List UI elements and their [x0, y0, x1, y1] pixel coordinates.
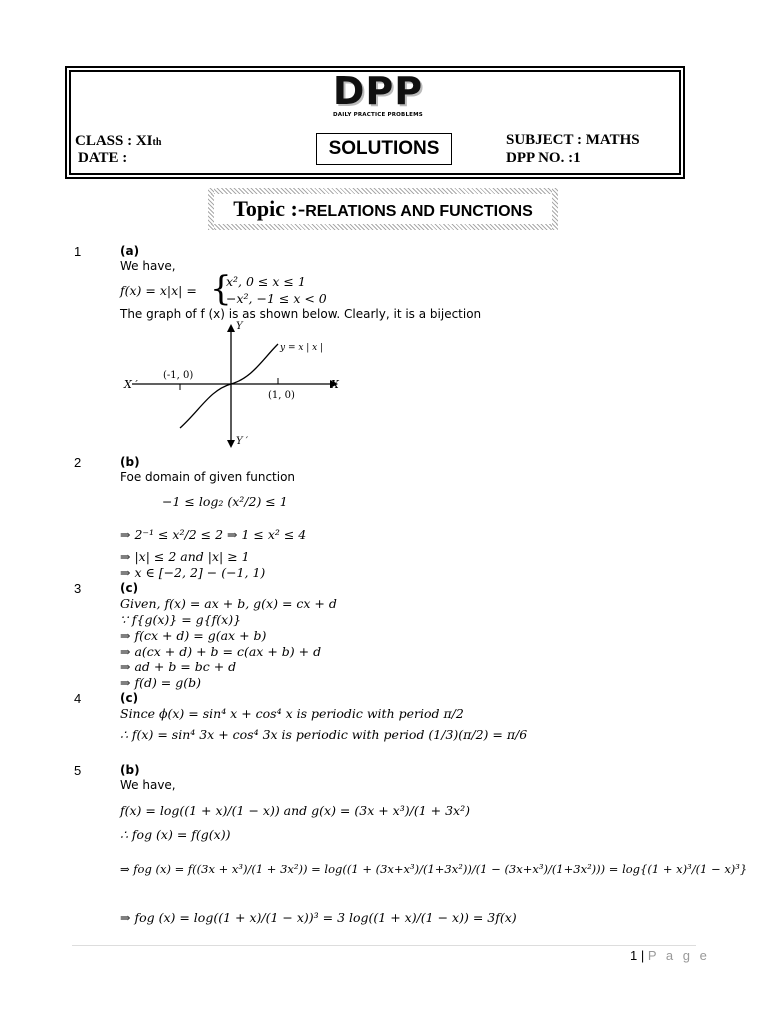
q1-case1: x², 0 ≤ x ≤ 1 [226, 274, 306, 289]
page-footer: 1 | P a g e [630, 948, 710, 963]
q5-line1: We have, [120, 778, 176, 792]
question-number-4: 4 [74, 691, 82, 706]
class-label: CLASS : XIth [75, 133, 162, 149]
q5-line4: ⇒ fog (x) = f((3x + x³)/(1 + 3x²)) = log((1 + (3x+x³)/(1+3x²))/(1 − (3x+x³)/(1+3x²))) = log{(1 + x)³/(1 − x)³} [120, 862, 748, 876]
dpp-logo [326, 69, 430, 118]
q2-line2: −1 ≤ log₂ (x²/2) ≤ 1 [162, 494, 288, 509]
q3-line1: Given, f(x) = ax + b, g(x) = cx + d [120, 596, 337, 611]
q5-line2: f(x) = log((1 + x)/(1 − x)) and g(x) = (3x + x³)/(1 + 3x²) [120, 803, 470, 818]
q1-answer: (a) [120, 244, 140, 258]
q1-graph [120, 320, 350, 450]
q3-line6: ⇒ f(d) = g(b) [120, 675, 202, 690]
date-label: DATE : [78, 150, 128, 166]
logo-text: DPP [332, 69, 424, 113]
q1-line1: We have, [120, 259, 176, 273]
logo-subtitle: DAILY PRACTICE PROBLEMS [333, 112, 423, 118]
q3-line4: ⇒ a(cx + d) + b = c(ax + b) + d [120, 644, 322, 659]
q1-graph-yprime-label: Y ′ [236, 436, 249, 447]
q1-lhs: f(x) = x|x| = [120, 283, 197, 298]
q3-answer: (c) [120, 581, 139, 595]
q1-graph-point-neg1: (-1, 0) [163, 370, 194, 381]
q5-answer: (b) [120, 763, 140, 777]
subject-label: SUBJECT : MATHS [506, 132, 640, 148]
q1-brace: { [210, 269, 232, 309]
question-number-1: 1 [74, 244, 82, 259]
q2-answer: (b) [120, 455, 140, 469]
topic-title: RELATIONS AND FUNCTIONS [305, 203, 533, 220]
q1-line3: The graph of f (x) is as shown below. Clearly, it is a bijection [120, 307, 482, 321]
q3-line3: ⇒ f(cx + d) = g(ax + b) [120, 628, 267, 643]
question-number-2: 2 [74, 455, 82, 470]
page-number: 1 [630, 948, 638, 963]
question-number-5: 5 [74, 763, 82, 778]
q4-line1: Since ϕ(x) = sin⁴ x + cos⁴ x is periodic with period π/2 [120, 706, 464, 721]
q1-graph-y-label: Y [236, 321, 243, 332]
q4-line2: ∴ f(x) = sin⁴ 3x + cos⁴ 3x is periodic with period (1/3)(π/2) = π/6 [120, 727, 528, 742]
dpp-number-label: DPP NO. :1 [506, 150, 581, 166]
q5-line3: ∴ fog (x) = f(g(x)) [120, 827, 231, 842]
question-number-3: 3 [74, 581, 82, 596]
topic-prefix: Topic :- [233, 196, 306, 221]
q2-line1: Foe domain of given function [120, 470, 296, 484]
page-label: P a g e [647, 948, 710, 963]
q3-line2: ∵ f{g(x)} = g{f(x)} [120, 612, 242, 627]
q3-line5: ⇒ ad + b = bc + d [120, 659, 237, 674]
q1-graph-point-1: (1, 0) [268, 390, 295, 401]
q1-graph-curve-label: y = x | x | [280, 343, 324, 353]
solutions-badge: SOLUTIONS [316, 133, 452, 165]
q5-line5: ⇒ fog (x) = log((1 + x)/(1 − x))³ = 3 log((1 + x)/(1 − x)) = 3f(x) [120, 910, 517, 925]
q2-line5: ⇒ x ∈ [−2, 2] − (−1, 1) [120, 565, 266, 580]
q1-graph-x-label: X [331, 378, 339, 391]
q4-answer: (c) [120, 691, 139, 705]
q1-graph-xprime-label: X ′ [124, 378, 138, 391]
q2-line3: ⇒ 2⁻¹ ≤ x²/2 ≤ 2 ⇒ 1 ≤ x² ≤ 4 [120, 527, 307, 542]
q2-line4: ⇒ |x| ≤ 2 and |x| ≥ 1 [120, 549, 250, 564]
footer-divider [72, 945, 696, 946]
q1-case2: −x², −1 ≤ x < 0 [226, 291, 327, 306]
topic-box [208, 188, 558, 230]
